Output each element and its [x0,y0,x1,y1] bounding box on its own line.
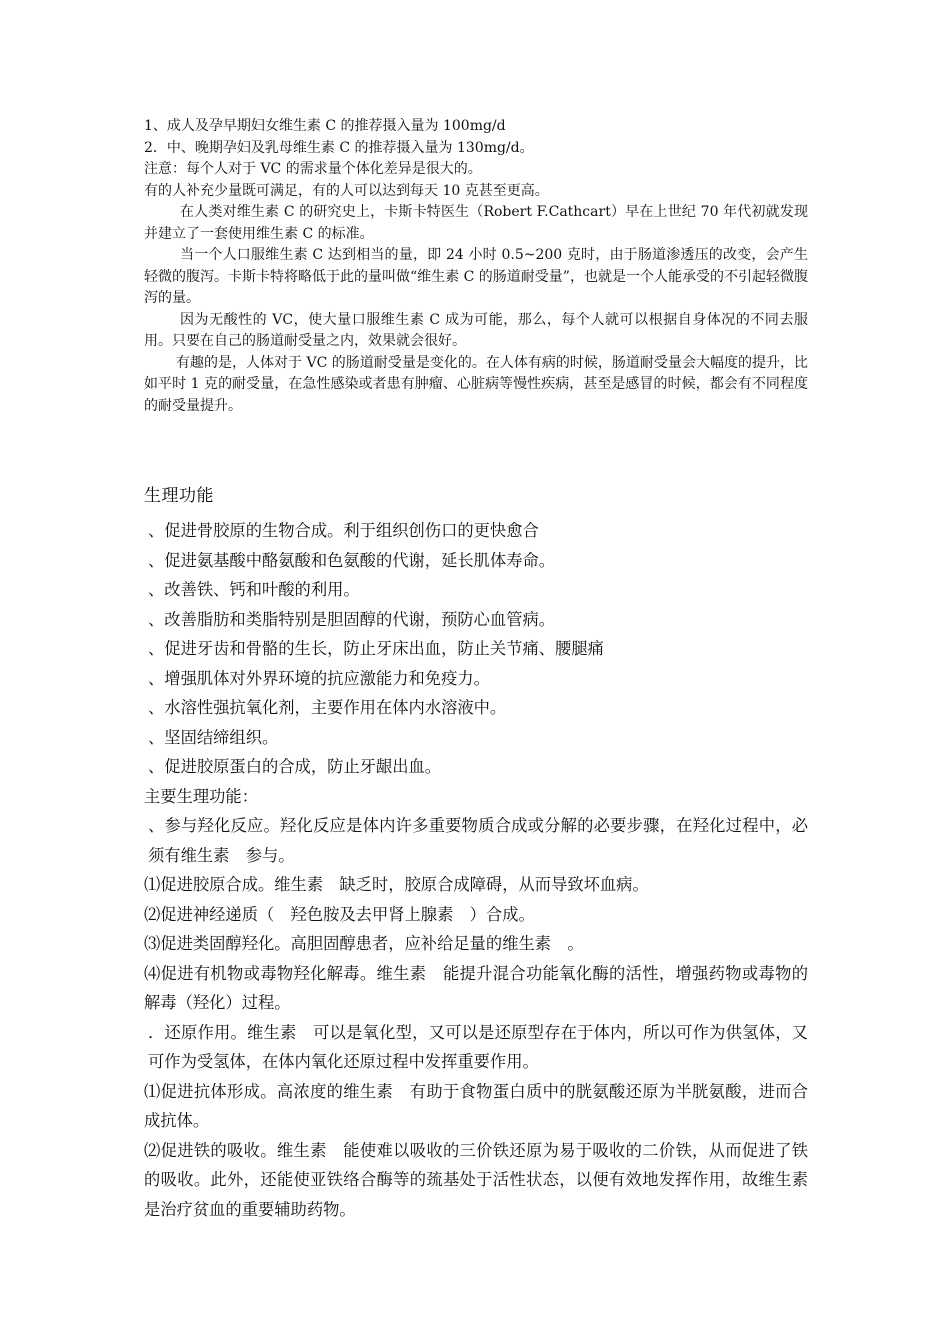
antibody-paragraph: ⑴促进抗体形成。高浓度的维生素 有助于食物蛋白质中的胱氨酸还原为半胱氨酸，进而合成抗体。 [144,1081,808,1130]
steroid-paragraph: ⑶促进类固醇羟化。高胆固醇患者，应补给足量的维生素 。 [144,934,584,953]
functions-section [144,516,825,1224]
function-item: 、增强肌体对外界环境的抗应激能力和免疫力。 [148,668,490,688]
function-item: 、促进骨胶原的生物合成。利于组织创伤口的更快愈合 [148,521,539,540]
function-item: 、改善脂肪和类脂特别是胆固醇的代谢，预防心血管病。 [148,609,556,629]
collagen-paragraph: ⑴促进胶原合成。维生素 缺乏时，胶原合成障碍，从而导致坏血病。 [144,875,649,894]
neurotransmitter-paragraph: ⑵促进神经递质（ 羟色胺及去甲肾上腺素 ）合成。 [144,904,535,924]
paragraph-history: 在人类对维生素 C 的研究史上，卡斯卡特医生（Robert F.Cathcart）早在上世纪 70 年代初就发现并建立了一套使用维生素 C 的标准。 [144,204,808,242]
function-item: 、坚固结缔组织。 [148,727,279,747]
iron-paragraph: ⑵促进铁的吸收。维生素 能使难以吸收的三价铁还原为易于吸收的二价铁，从而促进了铁的吸收。此外，还能使亚铁络合酶等的巯基处于活性状态，以便有效地发挥作用，故维生素 是治疗贫血的重要辅助药物。 [144,1140,825,1219]
paragraph-non-acidic: 因为无酸性的 VC，使大量口服维生素 C 成为可能，那么，每个人就可以根据自身体况的不同去服用。只要在自己的肠道耐受量之内，效果就会很好。 [144,311,808,349]
function-item: 、促进牙齿和骨骼的生长，防止牙床出血，防止关节痛、腰腿痛 [148,639,604,658]
function-item: 、水溶性强抗氧化剂，主要作用在体内水溶液中。 [148,698,507,717]
function-item: 、改善铁、钙和叶酸的利用。 [148,580,360,599]
detox-paragraph: ⑷促进有机物或毒物羟化解毒。维生素 能提升混合功能氧化酶的活性，增强药物或毒物的解毒（羟化）过程。 [144,963,808,1012]
intake-line-2: 2．中、晚期孕妇及乳母维生素 C 的推荐摄入量为 130mg/d。 [144,139,534,156]
reduction-paragraph: ．还原作用。维生素 可以是氧化型，又可以是还原型存在于体内，所以可作为供氢体，又可作为受氢体，在体内氧化还原过程中发挥重要作用。 [148,1022,808,1071]
intake-section [144,116,808,417]
hydroxylation-paragraph: 、参与羟化反应。羟化反应是体内许多重要物质合成或分解的必要步骤，在羟化过程中，必须有维生素 参与。 [148,816,808,865]
intake-note-2: 有的人补充少量既可满足，有的人可以达到每天 10 克甚至更高。 [144,182,549,199]
function-item: 、促进氨基酸中酪氨酸和色氨酸的代谢，延长肌体寿命。 [148,550,556,570]
intake-note: 注意：每个人对于 VC 的需求量个体化差异是很大的。 [144,161,482,177]
main-functions-heading: 主要生理功能： [144,786,258,806]
paragraph-variation: 有趣的是，人体对于 VC 的肠道耐受量是变化的。在人体有病的时候，肠道耐受量会大幅度的提升，比如平时 1 克的耐受量，在急性感染或者患有肿瘤、心脏病等慢性疾病，甚至是感冒的时候，都会有不同程度的耐受量提升。 [144,354,808,414]
paragraph-tolerance: 当一个人口服维生素 C 达到相当的量，即 24 小时 0.5~200 克时，由于肠道渗透压的改变，会产生轻微的腹泻。卡斯卡特将略低于此的量叫做“维生素 C 的肠道耐受量”，也就是一个人能承受的不引起轻微腹泻的量。 [144,247,808,306]
function-item: 、促进胶原蛋白的合成，防止牙龈出血。 [148,757,442,776]
intake-line-1: 1、成人及孕早期妇女维生素 C 的推荐摄入量为 100mg/d [144,118,506,134]
functions-heading: 生理功能 [144,486,214,506]
